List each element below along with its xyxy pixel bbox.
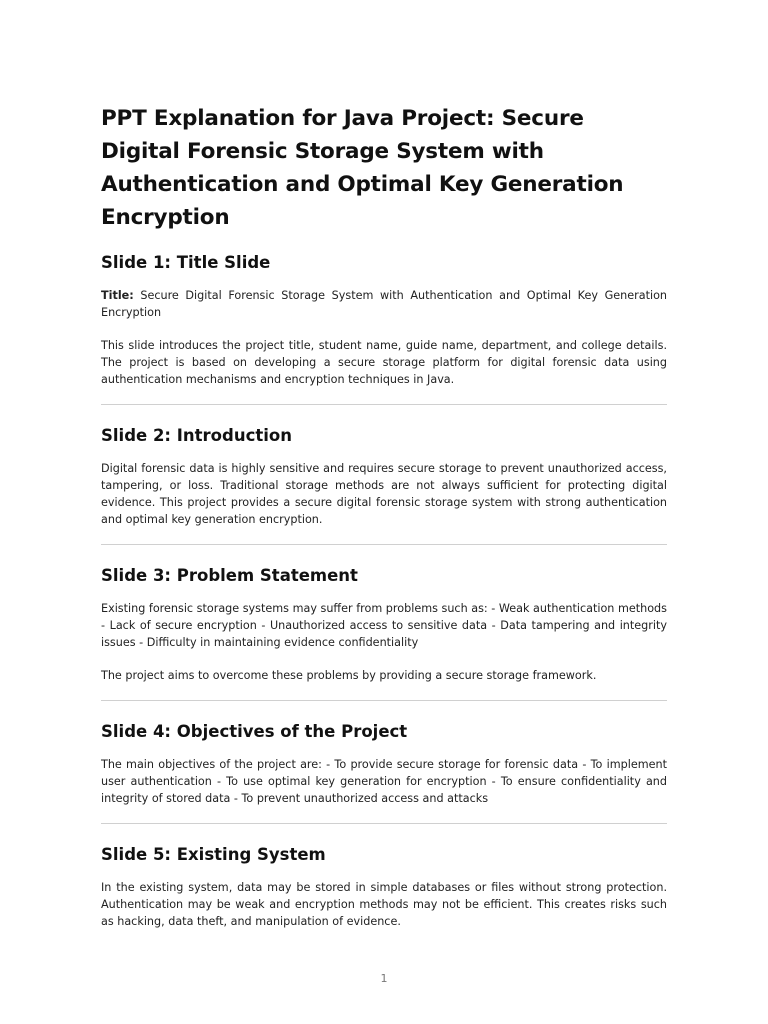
section-slide-5 (101, 844, 667, 930)
slide-4-heading: Slide 4: Objectives of the Project (101, 722, 408, 741)
section-divider (101, 700, 667, 701)
slide-2-paragraph: Digital forensic data is highly sensitive and requires secure storage to prevent unauthorized access, tampering, or loss. Traditional storage methods are not always sufficient for protecting digital evidence. This project provides a secure digital forensic storage system with strong authentication and optimal key generation encryption. (101, 462, 667, 526)
slide-3-paragraph: Existing forensic storage systems may suffer from problems such as: - Weak authentication methods - Lack of secure encryption - Unauthorized access to sensitive data - Data tampering and integrity issues - Difficulty in maintaining evidence confidentiality (101, 602, 667, 649)
slide-4-paragraph: The main objectives of the project are: - To provide secure storage for forensic data - To implement user authentication - To use optimal key generation for encryption - To ensure confidentiality and integrity of stored data - To prevent unauthorized access and attacks (101, 758, 667, 805)
slide-5-heading: Slide 5: Existing System (101, 845, 326, 864)
section-divider (101, 823, 667, 824)
page-number: 1 (380, 972, 388, 985)
slide-3-heading: Slide 3: Problem Statement (101, 566, 358, 585)
title-label: Title: (101, 289, 134, 302)
slide-3-paragraph-2: The project aims to overcome these problems by providing a secure storage framework. (101, 669, 597, 682)
section-divider (101, 404, 667, 405)
section-slide-4 (101, 721, 667, 807)
document-page (101, 102, 667, 946)
slide-1-heading: Slide 1: Title Slide (101, 253, 271, 272)
title-text: Secure Digital Forensic Storage System with Authentication and Optimal Key Generation Encryption (101, 289, 667, 319)
document-title: PPT Explanation for Java Project: Secure Digital Forensic Storage System with Authentication and Optimal Key Generation Encryption (101, 106, 624, 230)
slide-1-paragraph: This slide introduces the project title, student name, guide name, department, and college details. The project is based on developing a secure storage platform for digital forensic data using authentication mechanisms and encryption techniques in Java. (101, 339, 667, 386)
slide-5-paragraph: In the existing system, data may be stored in simple databases or files without strong protection. Authentication may be weak and encryption methods may not be efficient. This creates risks such as hacking, data theft, and manipulation of evidence. (101, 881, 667, 928)
section-slide-1 (101, 252, 667, 388)
section-divider (101, 544, 667, 545)
section-slide-2 (101, 425, 667, 528)
slide-2-heading: Slide 2: Introduction (101, 426, 292, 445)
slide-1-title-line (101, 287, 667, 321)
section-slide-3 (101, 565, 667, 684)
